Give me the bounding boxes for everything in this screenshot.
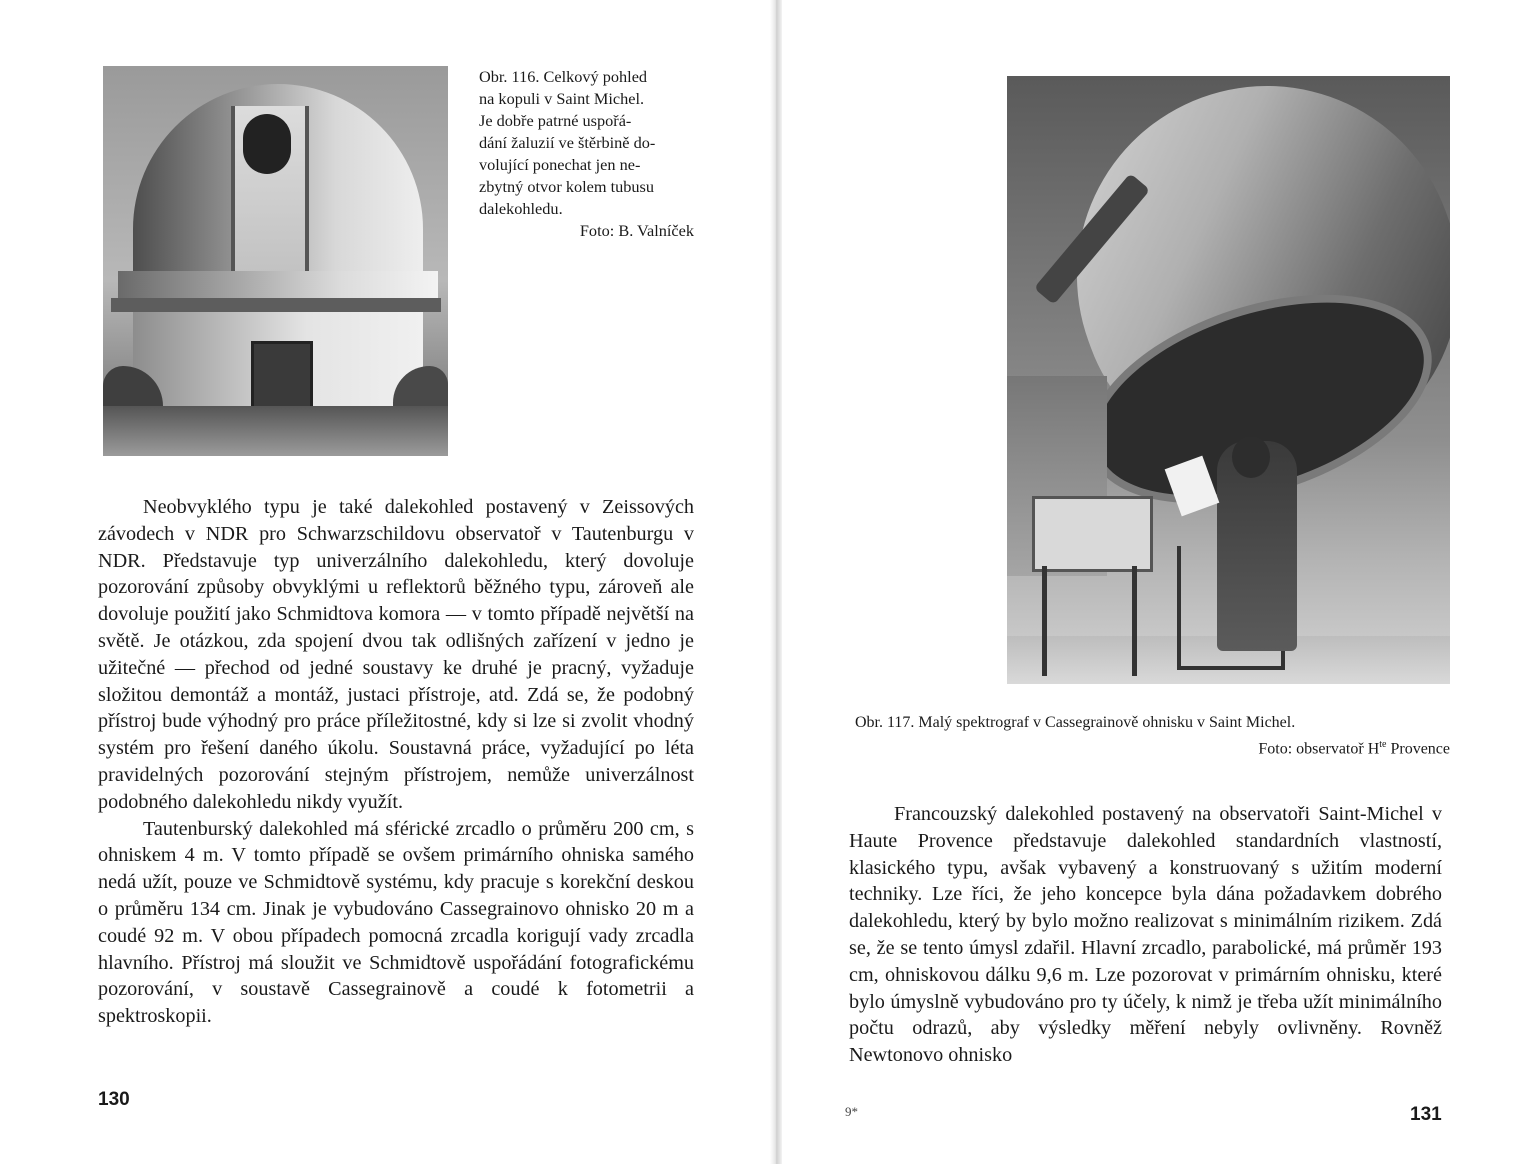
caption-line: Je dobře patrné uspořá-	[479, 111, 632, 130]
caption-line: zbytný otvor kolem tubusu	[479, 177, 655, 196]
book-gutter	[770, 0, 782, 1164]
caption-line: dání žaluzií ve štěrbině do-	[479, 133, 656, 152]
desk-leg	[1042, 566, 1047, 676]
right-page	[782, 0, 1537, 1164]
credit-prefix: Foto: observatoř H	[1258, 740, 1380, 758]
desk-leg	[1132, 566, 1137, 676]
ground	[103, 406, 448, 456]
page-number-right: 131	[1410, 1104, 1442, 1125]
dome-ledge	[111, 298, 441, 312]
figure-117-credit	[855, 734, 1450, 760]
credit-suffix: Provence	[1386, 740, 1450, 758]
caption-line: na kopuli v Saint Michel.	[479, 89, 645, 108]
paragraph: Francouzský dalekohled postavený na observatoři Saint-Michel v Haute Provence představuje dalekohled standardních vlastností, klasického typu, avšak vybavený a konstruovaný s užitím moderní techniky. Lze říci, že jeho koncepce byla dána požadavkem dobrého dalekohledu, který by bylo možno realizovat s minimálním rizikem. Zdá se, že se tento úmysl zdařil. Hlavní zrcadlo, parabolické, má průměr 193 cm, ohniskovou dálku 9,6 m. Lze pozorovat v primárním ohnisku, které bylo úmyslně vybudováno pro ty účely, k nimž je třeba užít minimálního počtu odrazů, aby výsledky měření nebyly ovlivněny. Rovněž Newtonovo ohnisko	[849, 803, 1442, 1067]
dome-opening	[243, 114, 291, 174]
figure-116-caption	[479, 66, 694, 242]
caption-text: Obr. 117. Malý spektrograf v Cassegrainově ohnisku v Saint Michel.	[855, 714, 1296, 731]
credit-superscript: te	[1379, 739, 1387, 750]
observer-head	[1232, 436, 1270, 478]
left-body-text	[98, 494, 694, 1030]
figure-117-telescope-photo	[1007, 76, 1450, 684]
paragraph: Neobvyklého typu je také dalekohled postavený v Zeissových závodech v NDR pro Schwarzschildovu observatoř v Tautenburgu v NDR. Představuje typ univerzálního dalekohledu, který dovoluje pozorování způsoby obvyklými u reflektorů běžného typu, zároveň ale dovoluje použití jako Schmidtova komora — v tomto případě největší na světě. Je otázkou, zda spojení dvou tak odlišných zařízení v jedno je užitečné — přechod od jedné soustavy ke druhé je pracný, vyžaduje složitou demontáž a montáž, justaci přístroje, atd. Zdá se, že podobný přístroj bude výhodný pro práce příležitostné, kdy si lze si zvolit vhodný systém pro řešení daného úkolu. Soustavná práce, vyžadující po léta pravidelných pozorování stejným přístrojem, nemůže univerzálnost podobného dalekohledu nikdy využít.	[98, 496, 694, 813]
caption-line: Obr. 116. Celkový pohled	[479, 67, 648, 86]
control-desk	[1032, 496, 1153, 572]
caption-line: volující ponechat jen ne-	[479, 155, 641, 174]
signature-mark: 9*	[845, 1104, 858, 1119]
right-body-text	[849, 801, 1442, 1069]
page-number-left: 130	[98, 1089, 130, 1110]
figure-117-caption	[855, 712, 1450, 760]
dome-ring	[118, 271, 438, 299]
caption-line: dalekohledu.	[479, 199, 563, 218]
figure-116-credit: Foto: B. Valníček	[579, 221, 694, 240]
figure-116-dome-photo	[103, 66, 448, 456]
paragraph: Tautenburský dalekohled má sférické zrcadlo o průměru 200 cm, s ohniskem 4 m. V tomto případě se ovšem primárního ohniska samého nedá užít, pouze ve Schmidtově systému, kdy pracuje s korekční deskou o průměru 134 cm. Jinak je vybudováno Cassegrainovo ohnisko 20 m a coudé 92 m. V obou případech pomocná zrcadla korigují vady zrcadla hlavního. Přístroj má sloužit ve Schmidtově uspořádání fotografickému pozorování, v soustavě Cassegrainově a coudé k fotometrii a spektroskopii.	[98, 817, 694, 1028]
